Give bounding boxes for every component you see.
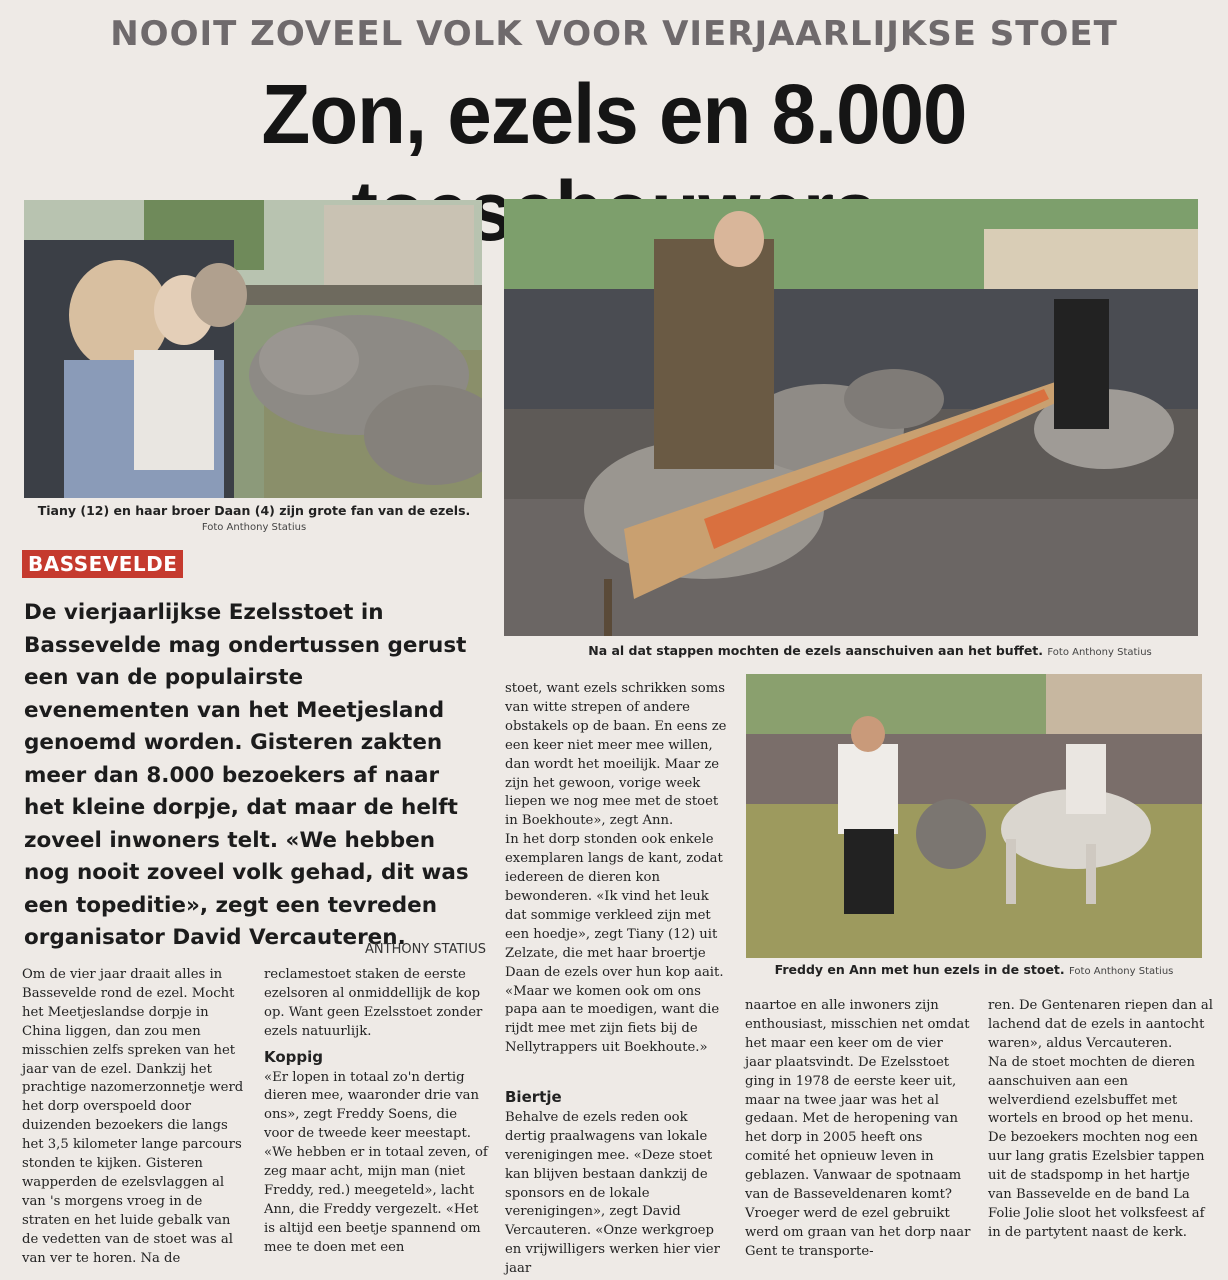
body-column-4	[745, 997, 971, 1262]
photo-donkey-buffet	[504, 199, 1198, 636]
photo-3-credit: Foto Anthony Statius	[1069, 966, 1174, 977]
main-headline: Zon, ezels en 8.000	[261, 67, 967, 161]
body-column-2	[264, 966, 490, 1258]
body-paragraph: ren. De Gentenaren riepen dan al lachend dat de ezels in aantocht waren», aldus Vercauteren.	[988, 998, 1213, 1051]
photo-1-caption-text: Tiany (12) en haar broer Daan (4) zijn grote fan van de ezels.	[37, 503, 471, 518]
photo-3-caption-text: Freddy en Ann met hun ezels in de stoet.	[774, 962, 1065, 977]
body-paragraph: Na de stoet mochten de dieren aanschuiven aan een welverdiend ezelsbuffet met wortels en brood op het menu. De bezoekers mochten nog een uur lang gratis Ezelsbier tappen uit de stadspomp in het hartje van Bassevelde en de band La Folie Jolie sloot het volksfeest af in de partytent naast de kerk.	[988, 1054, 1205, 1240]
body-paragraph: stoet, want ezels schrikken soms van witte strepen of andere obstakels op de baan. En eens ze een keer niet meer mee willen, dan wordt het moeilijk. Maar ze zijn het gewoon, vorige week liepen we nog mee met de stoet in Boekhoute», zegt Ann.	[505, 681, 727, 829]
subheading-koppig: Koppig	[264, 1047, 324, 1066]
body-column-1	[22, 966, 248, 1269]
body-column-3	[505, 680, 730, 1058]
body-paragraph: reclamestoet staken de eerste ezelsoren al onmiddellijk de kop op. Want geen Ezelsstoet zonder ezels natuurlijk.	[264, 967, 483, 1039]
byline: ANTHONY STATIUS	[365, 942, 486, 957]
kicker-headline: NOOIT ZOVEEL VOLK VOOR VIERJAARLIJKSE STOET	[110, 14, 1118, 54]
location-tag: BASSEVELDE	[22, 550, 183, 578]
photo-3-caption	[746, 962, 1202, 977]
photo-2-credit: Foto Anthony Statius	[1047, 647, 1152, 658]
photo-2-caption-text: Na al dat stappen mochten de ezels aanschuiven aan het buffet.	[588, 643, 1044, 658]
photo-1-caption	[26, 503, 482, 533]
body-column-5	[988, 997, 1214, 1243]
subheading-biertje: Biertje	[505, 1088, 562, 1106]
photo-parade	[746, 674, 1202, 958]
photo-children-donkeys	[24, 200, 482, 498]
body-paragraph: Behalve de ezels reden ook dertig praalwagens van lokale verenigingen mee. «Deze stoet kan blijven bestaan dankzij de sponsors en de lokale verenigingen», zegt David Vercauteren. «Onze werkgroep en vrijwilligers werken hier vier jaar	[505, 1109, 720, 1277]
photo-2-caption	[540, 643, 1200, 658]
body-paragraph: In het dorp stonden ook enkele exemplaren langs de kant, zodat iedereen de dieren kon bewonderen. «Ik vind het leuk dat sommige verkleed zijn met een hoedje», zegt Tiany (12) uit Zelzate, die met haar broertje Daan de ezels over hun kop aait. «Maar we komen ook om ons papa aan te moedigen, want die rijdt mee met zijn fiets bij de Nellytrappers uit Boekhoute.»	[505, 832, 724, 1056]
body-column-3-bottom	[505, 1082, 730, 1279]
intro-paragraph: De vierjaarlijkse Ezelsstoet in Bassevelde mag ondertussen gerust een van de populairste evenementen van het Meetjesland genoemd worden. Gisteren zakten meer dan 8.000 bezoekers af naar het kleine dorpje, dat maar de helft zoveel inwoners telt. «We hebben nog nooit zoveel volk gehad, dit was een topeditie», zegt een tevreden organisator David Vercauteren.	[24, 600, 469, 950]
photo-1-credit: Foto Anthony Statius	[201, 522, 307, 533]
body-paragraph: «Er lopen in totaal zo'n dertig dieren mee, waaronder drie van ons», zegt Freddy Soens, die voor de tweede keer meestapt. «We hebben er in totaal zeven, of zeg maar acht, mijn man (niet Freddy, red.) meegeteld», lacht Ann, die Freddy vergezelt. «Het is altijd een beetje spannend om mee te doen met een	[264, 1069, 488, 1255]
body-paragraph: Om de vier jaar draait alles in Bassevelde rond de ezel. Mocht het Meetjeslandse dorpje in China liggen, dan zou men misschien zelfs spreken van het jaar van de ezel. Dankzij het prachtige nazomerzonnetje werd het dorp overspoeld door duizenden bezoekers die langs het 3,5 kilometer lange parcours stonden te kijken. Gisteren wapperden de ezelsvlaggen al van 's morgens vroeg in de straten en het luide gebalk van de vedetten van de stoet was al van ver te horen. Na de	[22, 967, 244, 1266]
body-paragraph: naartoe en alle inwoners zijn enthousiast, misschien net omdat het maar een keer om de vier jaar plaatsvindt. De Ezelsstoet ging in 1978 de eerste keer uit, maar na twee jaar was het al gedaan. Met de heropening van het dorp in 2005 heeft ons comité het opnieuw leven in geblazen. Vanwaar de spotnaam van de Basseveldenaren komt? Vroeger werd de ezel gebruikt werd om graan van het dorp naar Gent te transporte-	[745, 998, 971, 1259]
